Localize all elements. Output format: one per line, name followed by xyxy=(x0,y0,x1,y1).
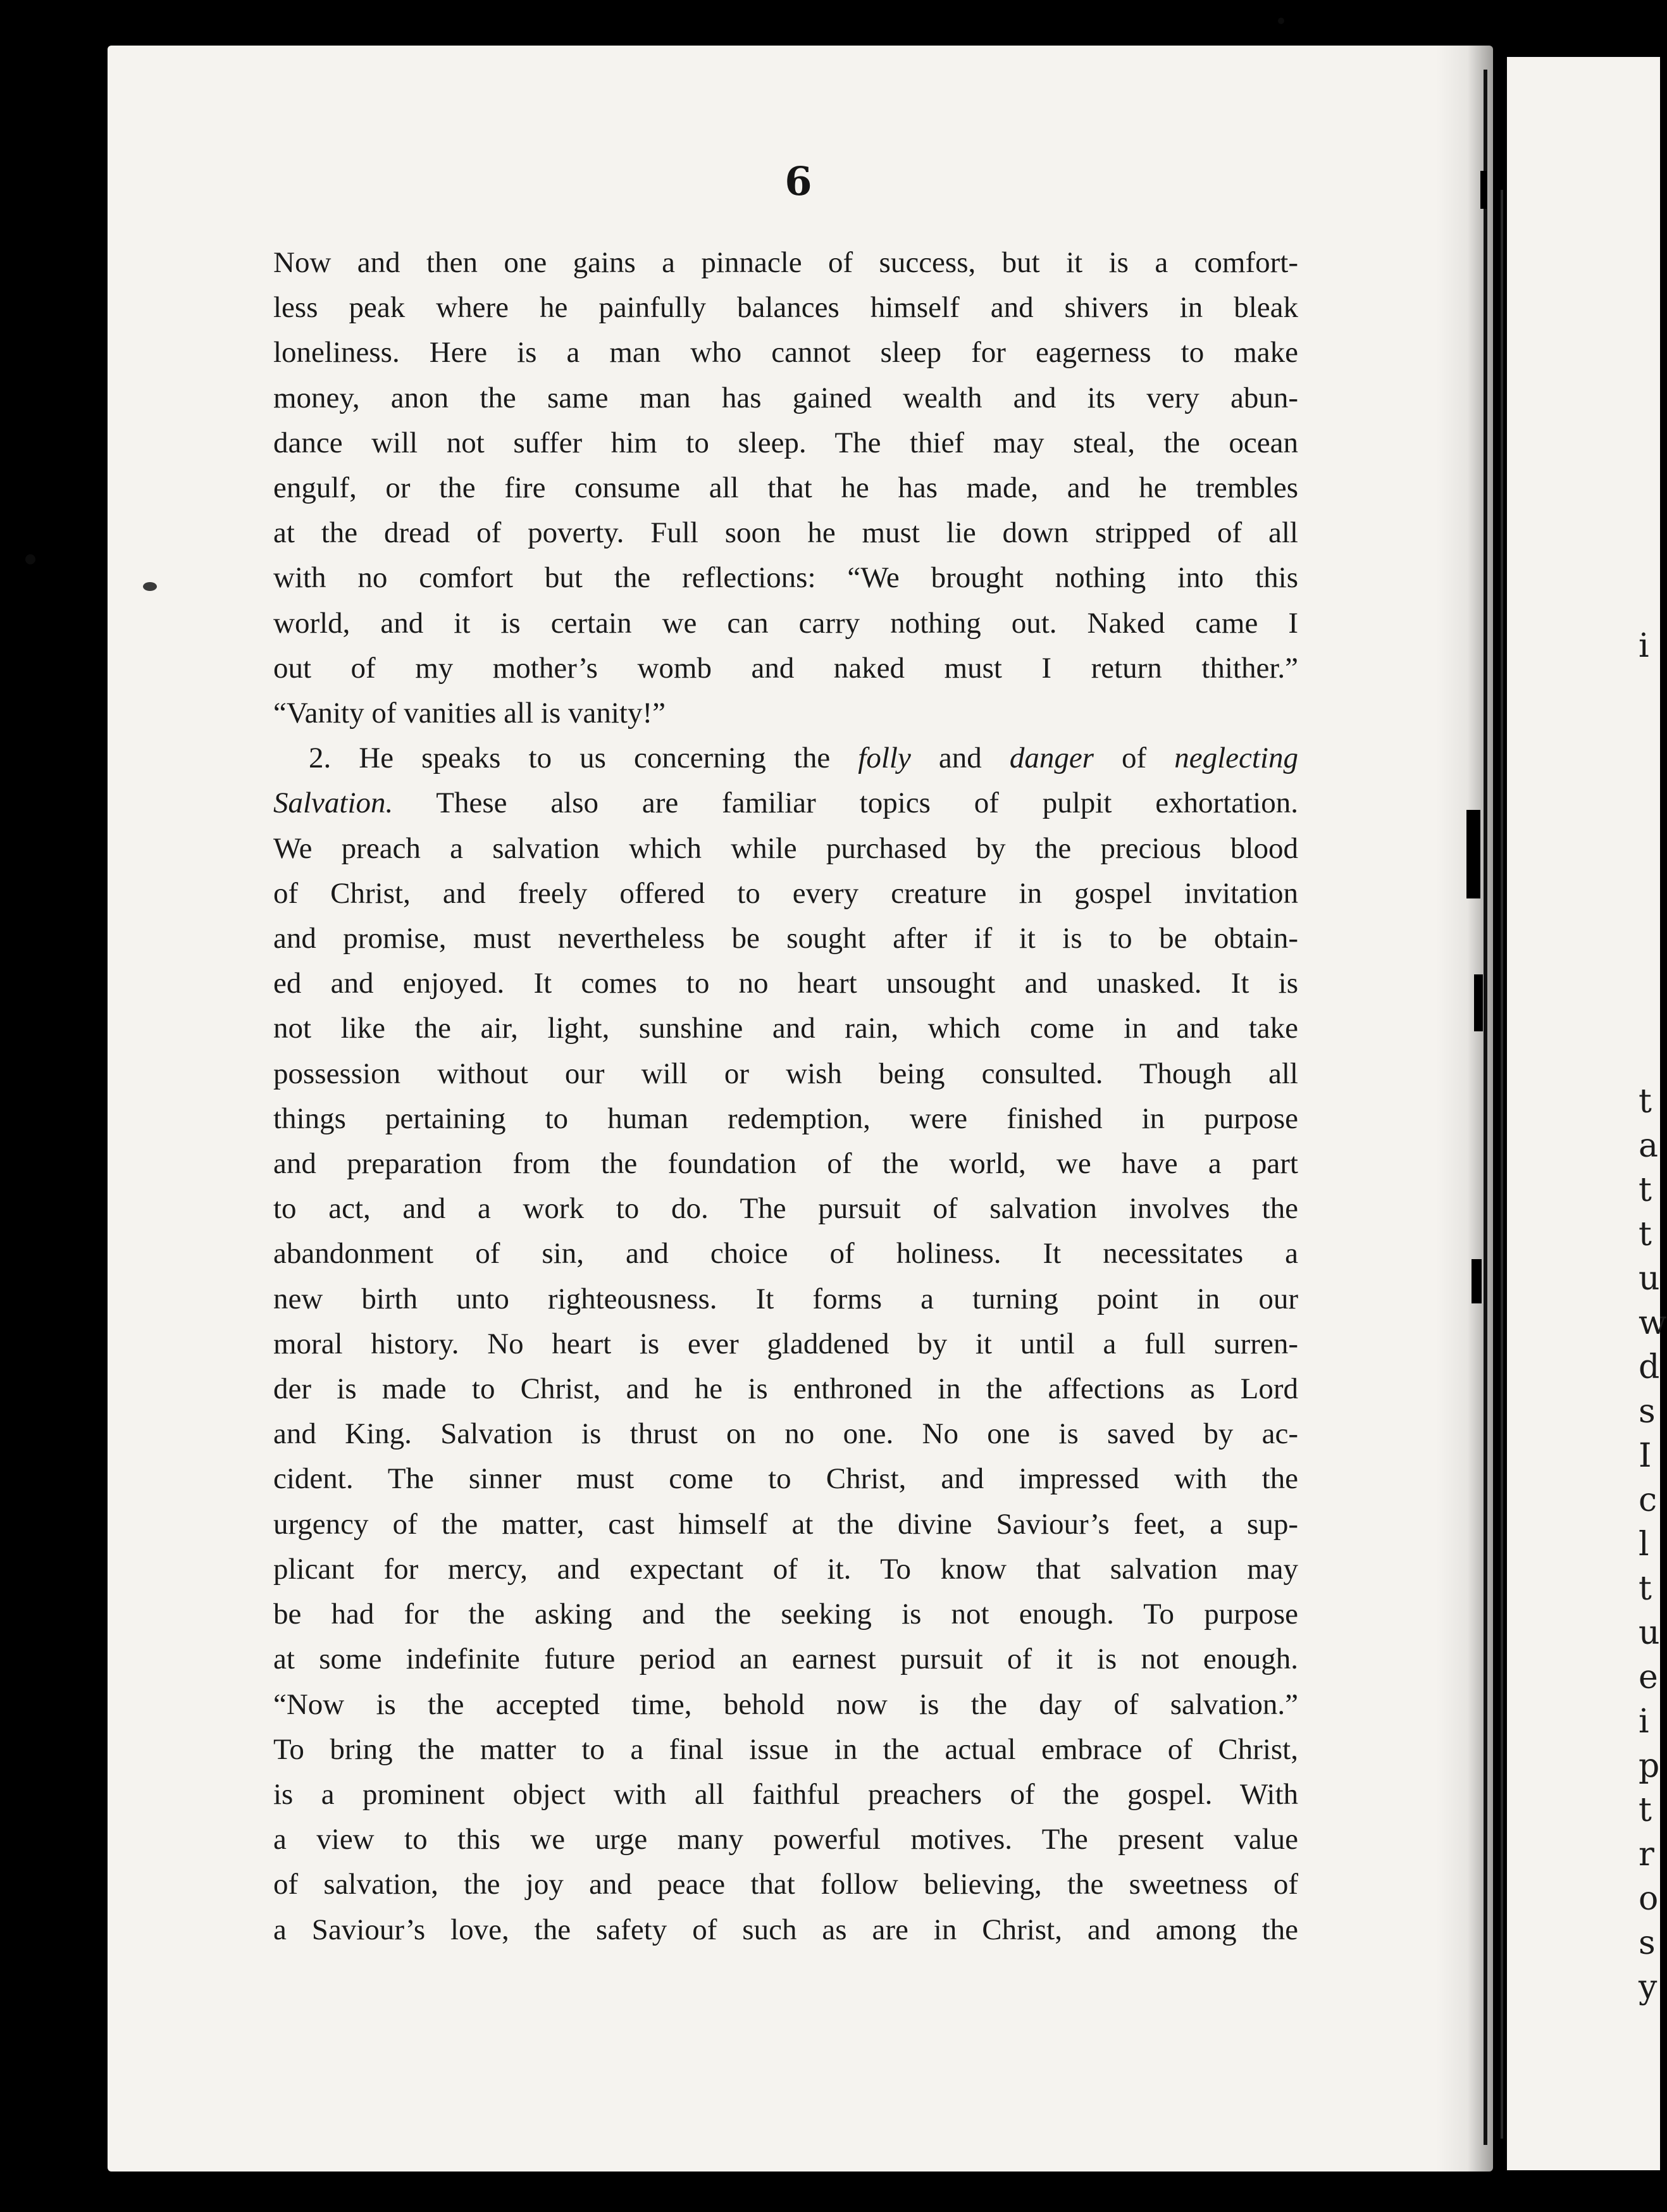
facing-page-letter: s xyxy=(1639,1393,1656,1431)
page-number: 6 xyxy=(784,158,812,204)
page-edge-mark xyxy=(1480,171,1487,209)
text-line: world, and it is certain we can carry nothing out. Naked came I xyxy=(273,606,1298,640)
facing-page-letter: e xyxy=(1639,1658,1658,1696)
facing-page-letter: u xyxy=(1639,1260,1660,1298)
text-line: a Saviour’s love, the safety of such as are in Christ, and among the xyxy=(273,1913,1298,1946)
text-line: out of my mother’s womb and naked must I return thither.” xyxy=(273,651,1298,685)
text-line: be had for the asking and the seeking is not enough. To purpose xyxy=(273,1598,1298,1631)
text-line: cident. The sinner must come to Christ, and impressed with the xyxy=(273,1462,1298,1496)
text-run: and xyxy=(910,742,1010,775)
facing-page-letter: i xyxy=(1639,1703,1649,1741)
text-line: der is made to Christ, and he is enthroned in the affections as Lord xyxy=(273,1372,1298,1406)
text-line: “Vanity of vanities all is vanity!” xyxy=(273,697,666,730)
facing-page-letter: l xyxy=(1639,1525,1649,1563)
facing-page-letter: a xyxy=(1639,1127,1659,1165)
emphasis-neglecting: neglecting xyxy=(1174,742,1298,775)
scan-speck xyxy=(1278,18,1284,24)
text-run: 2. He speaks to us concerning the xyxy=(309,742,858,775)
facing-page-letter: I xyxy=(1639,1437,1652,1475)
scan-speck xyxy=(143,582,157,591)
text-run: These also are familiar topics of pulpit exhortation. xyxy=(393,786,1298,820)
text-line: at some indefinite future period an earnest pursuit of it is not enough. xyxy=(273,1643,1298,1676)
text-line: ed and enjoyed. It comes to no heart unsought and unasked. It is xyxy=(273,967,1298,1000)
page-edge-mark xyxy=(1472,1259,1482,1303)
text-line: possession without our will or wish being consulted. Though all xyxy=(273,1057,1298,1090)
text-line: less peak where he painfully balances himself and shivers in bleak xyxy=(273,291,1298,325)
page-edge-mark xyxy=(1466,810,1480,898)
facing-page-letter: t xyxy=(1639,1791,1652,1829)
facing-page-edge-line xyxy=(1501,190,1503,2139)
emphasis-folly: folly xyxy=(858,742,911,775)
text-line: and King. Salvation is thrust on no one. No one is saved by ac- xyxy=(273,1417,1298,1451)
facing-page xyxy=(1507,57,1667,2170)
text-line: “Now is the accepted time, behold now is the day of salvation.” xyxy=(273,1687,1298,1721)
facing-page-letter: t xyxy=(1639,1570,1652,1608)
text-line: is a prominent object with all faithful preachers of the gospel. With xyxy=(273,1777,1298,1811)
text-line: moral history. No heart is ever gladdened by it until a full surren- xyxy=(273,1327,1298,1360)
text-line: money, anon the same man has gained wealth and its very abun- xyxy=(273,381,1298,414)
text-line: of Christ, and freely offered to every creature in gospel invitation xyxy=(273,876,1298,910)
facing-page-letter: r xyxy=(1639,1836,1654,1873)
text-line: engulf, or the fire consume all that he has made, and he trembles xyxy=(273,471,1298,505)
text-line: to act, and a work to do. The pursuit of salvation involves the xyxy=(273,1192,1298,1226)
page-body-text xyxy=(273,240,1298,1953)
text-run: of xyxy=(1093,742,1175,775)
emphasis-salvation: Salvation. xyxy=(273,786,394,820)
text-line: To bring the matter to a final issue in the actual embrace of Christ, xyxy=(273,1732,1298,1766)
emphasis-danger: danger xyxy=(1009,742,1094,775)
text-line: Now and then one gains a pinnacle of success, but it is a comfort- xyxy=(273,246,1298,279)
paragraph-2-second-line xyxy=(273,781,1298,826)
page-edge-mark xyxy=(1474,974,1483,1031)
facing-page-letter: t xyxy=(1639,1171,1652,1209)
facing-page-letter: d xyxy=(1639,1348,1660,1386)
facing-page-letter: c xyxy=(1639,1481,1658,1519)
text-line: and preparation from the foundation of the world, we have a part xyxy=(273,1147,1298,1181)
scan-speck xyxy=(25,554,35,564)
text-line: plicant for mercy, and expectant of it. To know that salvation may xyxy=(273,1552,1298,1586)
text-line: a view to this we urge many powerful motives. The present value xyxy=(273,1823,1298,1856)
facing-page-letter: t xyxy=(1639,1083,1652,1121)
text-line: things pertaining to human redemption, were finished in purpose xyxy=(273,1102,1298,1135)
facing-page-letter: y xyxy=(1639,1968,1658,2006)
text-line: with no comfort but the reflections: “We brought nothing into this xyxy=(273,561,1298,595)
text-line: We preach a salvation which while purchased by the precious blood xyxy=(273,831,1298,865)
text-line: abandonment of sin, and choice of holiness. It necessitates a xyxy=(273,1237,1298,1271)
page-edge-line xyxy=(1484,70,1487,2145)
facing-page-letter: p xyxy=(1639,1747,1660,1785)
text-line: urgency of the matter, cast himself at the divine Saviour’s feet, a sup- xyxy=(273,1507,1298,1541)
text-line: new birth unto righteousness. It forms a turning point in our xyxy=(273,1282,1298,1315)
text-line: at the dread of poverty. Full soon he must lie down stripped of all xyxy=(273,516,1298,550)
text-line: of salvation, the joy and peace that follow believing, the sweetness of xyxy=(273,1868,1298,1901)
paragraph-2-first-line xyxy=(273,736,1298,781)
facing-page-letter: w xyxy=(1639,1304,1667,1342)
text-line: not like the air, light, sunshine and rain, which come in and take xyxy=(273,1012,1298,1045)
text-line: dance will not suffer him to sleep. The thief may steal, the ocean xyxy=(273,426,1298,459)
facing-page-letter: u xyxy=(1639,1614,1660,1652)
text-line: and promise, must nevertheless be sought after if it is to be obtain- xyxy=(273,922,1298,955)
facing-page-letter: t xyxy=(1639,1215,1652,1253)
text-line: loneliness. Here is a man who cannot sleep for eagerness to make xyxy=(273,336,1298,370)
facing-page-letter: i xyxy=(1639,627,1649,665)
facing-page-letter: s xyxy=(1639,1924,1656,1962)
facing-page-letter: o xyxy=(1639,1880,1659,1918)
